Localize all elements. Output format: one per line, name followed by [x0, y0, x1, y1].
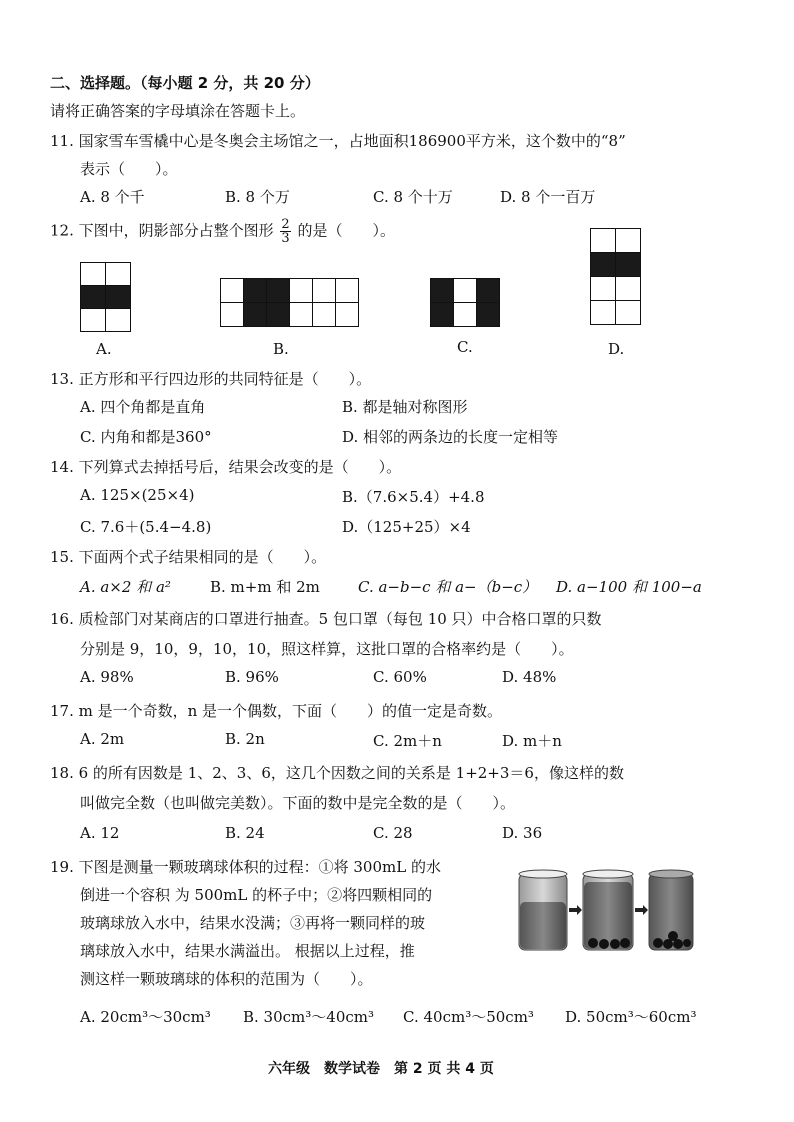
q12-stem — [50, 218, 395, 245]
q11-option-c: C. 8 个十万 — [373, 188, 453, 206]
q17-option-c: C. 2m＋n — [373, 732, 442, 750]
section-title: 二、选择题。（每小题 2 分，共 20 分） — [50, 74, 320, 92]
q13-option-c: C. 内角和都是360° — [80, 428, 212, 446]
beaker-1 — [519, 870, 567, 950]
section-instruction: 请将正确答案的字母填涂在答题卡上。 — [50, 102, 306, 120]
q12-figure-d — [590, 228, 641, 325]
q12-stem-prefix: 12. 下图中，阴影部分占整个图形 — [50, 221, 274, 240]
q12-frac-num: 2 — [281, 217, 290, 232]
q15-option-c: C. a−b−c 和 a−（b−c） — [358, 578, 538, 596]
q17-option-b: B. 2n — [225, 730, 265, 748]
q14-option-a: A. 125×(25×4) — [80, 486, 195, 504]
q14-option-b: B.（7.6×5.4）+4.8 — [342, 488, 485, 506]
q17-option-d: D. m＋n — [502, 732, 562, 750]
q18-option-d: D. 36 — [502, 824, 543, 842]
q19-stem-line2: 倒进一个容积 为 500mL 的杯子中；②将四颗相同的 — [80, 886, 433, 904]
q15-option-d: D. a−100 和 100−a — [556, 578, 702, 596]
q11-stem-line1: 11. 国家雪车雪橇中心是冬奥会主场馆之一，占地面积186900平方米，这个数中的“8” — [50, 132, 626, 150]
q12-label-a: A. — [96, 340, 112, 358]
q15-option-b: B. m+m 和 2m — [210, 578, 320, 596]
q14-option-c: C. 7.6＋(5.4−4.8) — [80, 518, 212, 536]
q16-option-a: A. 98% — [80, 668, 134, 686]
q12-stem-suffix: 的是（ ）。 — [297, 221, 395, 240]
q16-stem-line1: 16. 质检部门对某商店的口罩进行抽查。5 包口罩（每包 10 只）中合格口罩的只数 — [50, 610, 602, 628]
q16-option-b: B. 96% — [225, 668, 279, 686]
q19-stem-line3: 玻璃球放入水中，结果水没满；③再将一颗同样的玻 — [80, 914, 426, 932]
q17-option-a: A. 2m — [80, 730, 125, 748]
q19-stem-line4: 璃球放入水中，结果水满溢出。 根据以上过程，推 — [80, 942, 415, 960]
beaker-3 — [649, 870, 693, 950]
q13-option-d: D. 相邻的两条边的长度一定相等 — [342, 428, 559, 446]
arrow-1-icon — [569, 905, 582, 915]
page-footer: 六年级 数学试卷 第 2 页 共 4 页 — [268, 1061, 494, 1077]
beaker-2 — [583, 870, 633, 950]
q19-option-d: D. 50cm³～60cm³ — [565, 1008, 697, 1026]
q12-label-c: C. — [457, 338, 473, 356]
q18-stem-line1: 18. 6 的所有因数是 1、2、3、6，这几个因数之间的关系是 1+2+3＝6，像这样的数 — [50, 764, 624, 782]
q12-figure-c — [430, 278, 500, 327]
q18-option-c: C. 28 — [373, 824, 413, 842]
q13-stem: 13. 正方形和平行四边形的共同特征是（ ）。 — [50, 370, 372, 388]
q19-option-c: C. 40cm³～50cm³ — [403, 1008, 534, 1026]
q11-option-b: B. 8 个万 — [225, 188, 290, 206]
q18-stem-line2: 叫做完全数（也叫做完美数）。下面的数中是完全数的是（ ）。 — [80, 794, 516, 812]
q12-figure-a — [80, 262, 131, 332]
q12-fraction — [280, 218, 290, 245]
q12-label-d: D. — [608, 340, 625, 358]
q16-stem-line2: 分别是 9，10，9，10，10，照这样算，这批口罩的合格率约是（ ）。 — [80, 640, 574, 658]
q12-label-b: B. — [273, 340, 289, 358]
q19-stem-line1: 19. 下图是测量一颗玻璃球体积的过程：①将 300mL 的水 — [50, 858, 441, 876]
q19-option-b: B. 30cm³～40cm³ — [243, 1008, 375, 1026]
arrow-2-icon — [635, 905, 648, 915]
q12-figure-b — [220, 278, 359, 327]
q16-option-d: D. 48% — [502, 668, 557, 686]
q19-option-a: A. 20cm³～30cm³ — [80, 1008, 211, 1026]
q14-stem: 14. 下列算式去掉括号后，结果会改变的是（ ）。 — [50, 458, 402, 476]
q13-option-a: A. 四个角都是直角 — [80, 398, 206, 416]
q17-stem: 17. m 是一个奇数，n 是一个偶数，下面（ ）的值一定是奇数。 — [50, 702, 503, 720]
q15-stem: 15. 下面两个式子结果相同的是（ ）。 — [50, 548, 327, 566]
q12-frac-den: 3 — [281, 231, 290, 246]
q16-option-c: C. 60% — [373, 668, 427, 686]
q18-option-a: A. 12 — [80, 824, 120, 842]
q11-stem-line2: 表示（ ）。 — [80, 160, 178, 178]
q11-option-a: A. 8 个千 — [80, 188, 145, 206]
q13-option-b: B. 都是轴对称图形 — [342, 398, 468, 416]
q14-option-d: D.（125+25）×4 — [342, 518, 471, 536]
q18-option-b: B. 24 — [225, 824, 265, 842]
q11-option-d: D. 8 个一百万 — [500, 188, 596, 206]
q19-beakers-figure — [515, 866, 695, 956]
q15-option-a: A. a×2 和 a² — [80, 578, 171, 596]
q19-stem-line5: 测这样一颗玻璃球的体积的范围为（ ）。 — [80, 970, 373, 988]
